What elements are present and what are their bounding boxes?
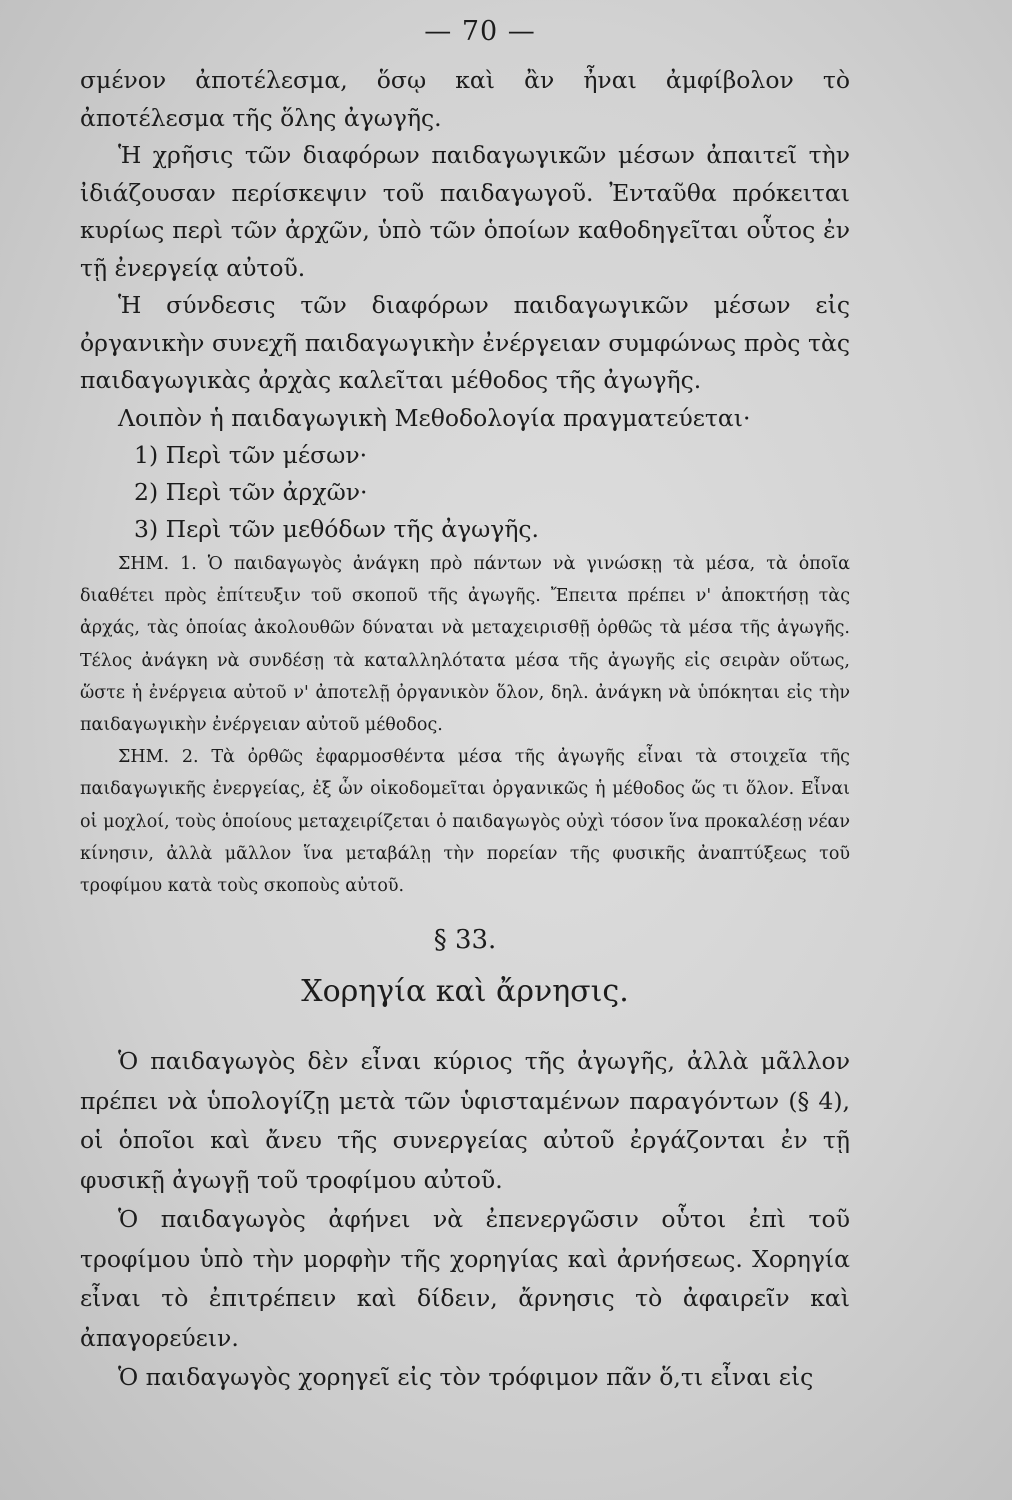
methodology-list [80,437,850,548]
paragraph: Ὁ παιδαγωγὸς δὲν εἶναι κύριος τῆς ἀγωγῆς, ἀλλὰ μᾶλλον πρέπει νὰ ὑπολογίζῃ μετὰ τῶν ὑφισταμένων παραγόντων (§ 4), οἱ ὁποῖοι καὶ ἄνευ τῆς συνεργείας αὐτοῦ ἐργάζονται ἐν τῇ φυσικῇ ἀγωγῇ τοῦ τροφίμου αὐτοῦ. [80,1047,850,1194]
paragraph: Ἡ χρῆσις τῶν διαφόρων παιδαγωγικῶν μέσων ἀπαιτεῖ τὴν ἰδιάζουσαν περίσκεψιν τοῦ παιδαγωγοῦ. Ἐνταῦθα πρόκειται κυρίως περὶ τῶν ἀρχῶν, ὑπὸ τῶν ὁποίων καθοδηγεῖται οὗτος ἐν τῇ ἐνεργείᾳ αὐτοῦ. [80,141,850,282]
section-title: Χορηγία καὶ ἄρνησις. [301,974,629,1010]
paragraph: Ὁ παιδαγωγὸς χορηγεῖ εἰς τὸν τρόφιμον πᾶν ὅ,τι εἶναι εἰς [118,1363,814,1392]
page-body [80,62,850,1398]
list-item: 3) Περὶ τῶν μεθόδων τῆς ἀγωγῆς. [134,515,540,543]
notes [80,548,850,902]
section-number: § 33. [433,925,497,956]
bottom-paragraphs [80,1042,850,1398]
top-paragraphs [80,62,850,437]
page-number: — 70 — [424,16,536,47]
note-1: ΣΗΜ. 1. Ὁ παιδαγωγὸς ἀνάγκη πρὸ πάντων νὰ γινώσκῃ τὰ μέσα, τὰ ὁποῖα διαθέτει πρὸς ἐπίτευξιν τοῦ σκοποῦ τῆς ἀγωγῆς. Ἔπειτα πρέπει ν' ἀποκτήσῃ τὰς ἀρχάς, τὰς ὁποίας ἀκολουθῶν δύναται νὰ μεταχειρισθῇ ὀρθῶς τὰ μέσα τῆς ἀγωγῆς. Τέλος ἀνάγκη νὰ συνδέσῃ τὰ καταλληλότατα μέσα τῆς ἀγωγῆς εἰς σειρὰν οὕτως, ὥστε ἡ ἐνέργεια αὐτοῦ ν' ἀποτελῇ ὀργανικὸν ὅλον, δηλ. ἀνάγκη νὰ ὑπόκηται εἰς τὴν παιδαγωγικὴν ἐνέργειαν αὐτοῦ μέθοδος. [80,554,850,736]
paragraph: Ὁ παιδαγωγὸς ἀφήνει νὰ ἐπενεργῶσιν οὗτοι ἐπὶ τοῦ τροφίμου ὑπὸ τὴν μορφὴν τῆς χορηγίας καὶ ἀρνήσεως. Χορηγία εἶναι τὸ ἐπιτρέπειν καὶ δίδειν, ἄρνησις τὸ ἀφαιρεῖν καὶ ἀπαγορεύειν. [80,1205,850,1352]
note-2: ΣΗΜ. 2. Τὰ ὀρθῶς ἐφαρμοσθέντα μέσα τῆς ἀγωγῆς εἶναι τὰ στοιχεῖα τῆς παιδαγωγικῆς ἐνεργείας, ἐξ ὧν οἰκοδομεῖται ὀργανικῶς ἡ μέθοδος ὥς τι ὅλον. Εἶναι οἱ μοχλοί, τοὺς ὁποίους μεταχειρίζεται ὁ παιδαγωγὸς οὐχὶ τόσον ἵνα προκαλέσῃ νέαν κίνησιν, ἀλλὰ μᾶλλον ἵνα μεταβάλῃ τὴν πορείαν τῆς φυσικῆς ἀναπτύξεως τοῦ τροφίμου κατὰ τοὺς σκοποὺς αὐτοῦ. [80,747,850,897]
paragraph-continued: σμένον ἀποτέλεσμα, ὅσῳ καὶ ἂν ἦναι ἀμφίβολον τὸ ἀποτέλεσμα τῆς ὅλης ἀγωγῆς. [80,66,850,132]
list-item: 2) Περὶ τῶν ἀρχῶν· [134,478,368,506]
list-item: 1) Περὶ τῶν μέσων· [134,441,368,469]
paragraph: Ἡ σύνδεσις τῶν διαφόρων παιδαγωγικῶν μέσων εἰς ὀργανικὴν συνεχῆ παιδαγωγικὴν ἐνέργειαν συμφώνως πρὸς τὰς παιδαγωγικὰς ἀρχὰς καλεῖται μέθοδος τῆς ἀγωγῆς. [80,291,850,394]
paragraph: Λοιπὸν ἡ παιδαγωγικὴ Μεθοδολογία πραγματεύεται· [118,403,751,432]
